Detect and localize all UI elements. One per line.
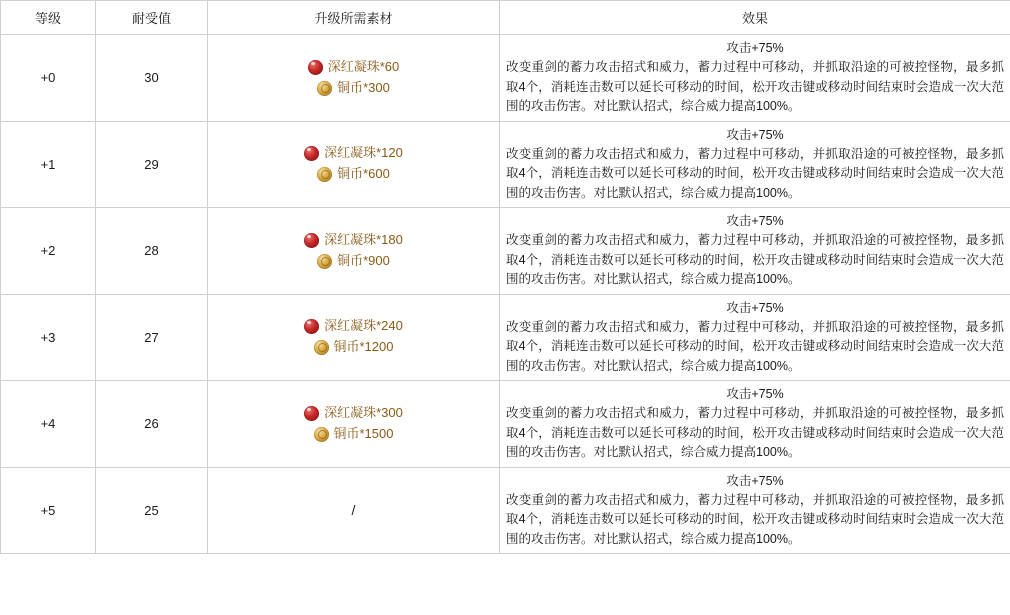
material-entry <box>214 319 493 334</box>
effect-description: 改变重剑的蓄力攻击招式和威力，蓄力过程中可移动，并抓取沿途的可被控怪物，最多抓取4个，消耗连击数可以延长可移动的时间，松开攻击键或移动时间结束时会造成一次大范围的攻击伤害。对比默认招式，综合威力提高100%。 <box>506 60 1004 114</box>
column-header-durability: 耐受值 <box>96 1 208 35</box>
material-label: 铜币*300 <box>337 79 390 95</box>
cell-effect <box>500 467 1010 554</box>
effect-headline: 攻击+75% <box>726 387 784 401</box>
table-row <box>1 294 1010 381</box>
table-row <box>1 208 1010 295</box>
material-label: 铜币*1500 <box>333 425 394 441</box>
material-label: 深红凝珠*120 <box>324 145 403 161</box>
cell-level: +5 <box>1 467 96 554</box>
cell-durability: 26 <box>96 381 208 468</box>
table-body <box>1 35 1010 554</box>
copper-coin-icon <box>314 340 329 355</box>
effect-headline: 攻击+75% <box>726 473 784 488</box>
material-entry <box>214 146 493 161</box>
cell-effect <box>500 294 1010 381</box>
cell-materials <box>208 35 500 122</box>
material-label: 深红凝珠*180 <box>324 231 403 247</box>
cell-durability: 28 <box>96 208 208 295</box>
effect-headline: 攻击+75% <box>726 214 784 228</box>
cell-effect <box>500 35 1010 122</box>
cell-effect <box>500 381 1010 468</box>
copper-coin-icon <box>317 81 332 96</box>
table-row <box>1 467 1010 554</box>
cell-effect <box>500 121 1010 208</box>
material-entry <box>214 427 493 442</box>
copper-coin-icon <box>317 167 332 182</box>
table-row <box>1 35 1010 122</box>
effect-description: 改变重剑的蓄力攻击招式和威力，蓄力过程中可移动，并抓取沿途的可被控怪物，最多抓取4个，消耗连击数可以延长可移动的时间，松开攻击键或移动时间结束时会造成一次大范围的攻击伤害。对比默认招式，综合威力提高100%。 <box>506 406 1004 460</box>
effect-headline: 攻击+75% <box>726 300 784 315</box>
material-label: 深红凝珠*240 <box>324 318 403 334</box>
copper-coin-icon <box>317 254 332 269</box>
crimson-pearl-icon <box>308 60 323 75</box>
cell-materials <box>208 381 500 468</box>
material-label: 铜币*900 <box>337 252 390 268</box>
effect-description: 改变重剑的蓄力攻击招式和威力，蓄力过程中可移动，并抓取沿途的可被控怪物，最多抓取4个，消耗连击数可以延长可移动的时间，松开攻击键或移动时间结束时会造成一次大范围的攻击伤害。对比默认招式，综合威力提高100%。 <box>506 146 1004 200</box>
material-none: / <box>351 502 356 519</box>
material-label: 铜币*1200 <box>333 339 394 355</box>
cell-materials <box>208 208 500 295</box>
column-header-effect: 效果 <box>500 1 1010 35</box>
material-label: 深红凝珠*300 <box>324 404 403 420</box>
crimson-pearl-icon <box>304 146 319 161</box>
table-header <box>1 1 1010 35</box>
cell-materials <box>208 294 500 381</box>
cell-durability: 30 <box>96 35 208 122</box>
cell-level: +1 <box>1 121 96 208</box>
effect-headline: 攻击+75% <box>726 127 784 142</box>
material-entry <box>214 406 493 421</box>
material-label: 铜币*600 <box>337 166 390 182</box>
table-row <box>1 381 1010 468</box>
effect-description: 改变重剑的蓄力攻击招式和威力，蓄力过程中可移动，并抓取沿途的可被控怪物，最多抓取4个，消耗连击数可以延长可移动的时间，松开攻击键或移动时间结束时会造成一次大范围的攻击伤害。对比默认招式，综合威力提高100%。 <box>506 319 1004 373</box>
cell-level: +0 <box>1 35 96 122</box>
cell-durability: 29 <box>96 121 208 208</box>
table-header-row <box>1 1 1010 35</box>
copper-coin-icon <box>314 427 329 442</box>
crimson-pearl-icon <box>304 233 319 248</box>
cell-materials <box>208 467 500 554</box>
material-entry <box>214 60 493 75</box>
cell-effect <box>500 208 1010 295</box>
material-label: 深红凝珠*60 <box>327 58 400 74</box>
cell-materials <box>208 121 500 208</box>
column-header-level: 等级 <box>1 1 96 35</box>
effect-headline: 攻击+75% <box>726 41 784 55</box>
cell-level: +3 <box>1 294 96 381</box>
material-entry <box>214 254 493 269</box>
cell-durability: 25 <box>96 467 208 554</box>
material-entry <box>214 167 493 182</box>
cell-level: +2 <box>1 208 96 295</box>
cell-level: +4 <box>1 381 96 468</box>
effect-description: 改变重剑的蓄力攻击招式和威力，蓄力过程中可移动，并抓取沿途的可被控怪物，最多抓取4个，消耗连击数可以延长可移动的时间，松开攻击键或移动时间结束时会造成一次大范围的攻击伤害。对比默认招式，综合威力提高100%。 <box>506 492 1004 546</box>
material-entry <box>214 233 493 248</box>
crimson-pearl-icon <box>304 319 319 334</box>
cell-durability: 27 <box>96 294 208 381</box>
effect-description: 改变重剑的蓄力攻击招式和威力，蓄力过程中可移动，并抓取沿途的可被控怪物，最多抓取4个，消耗连击数可以延长可移动的时间，松开攻击键或移动时间结束时会造成一次大范围的攻击伤害。对比默认招式，综合威力提高100%。 <box>506 233 1004 287</box>
crimson-pearl-icon <box>304 406 319 421</box>
table-row <box>1 121 1010 208</box>
column-header-materials: 升级所需素材 <box>208 1 500 35</box>
material-entry <box>214 340 493 355</box>
material-entry <box>214 81 493 96</box>
